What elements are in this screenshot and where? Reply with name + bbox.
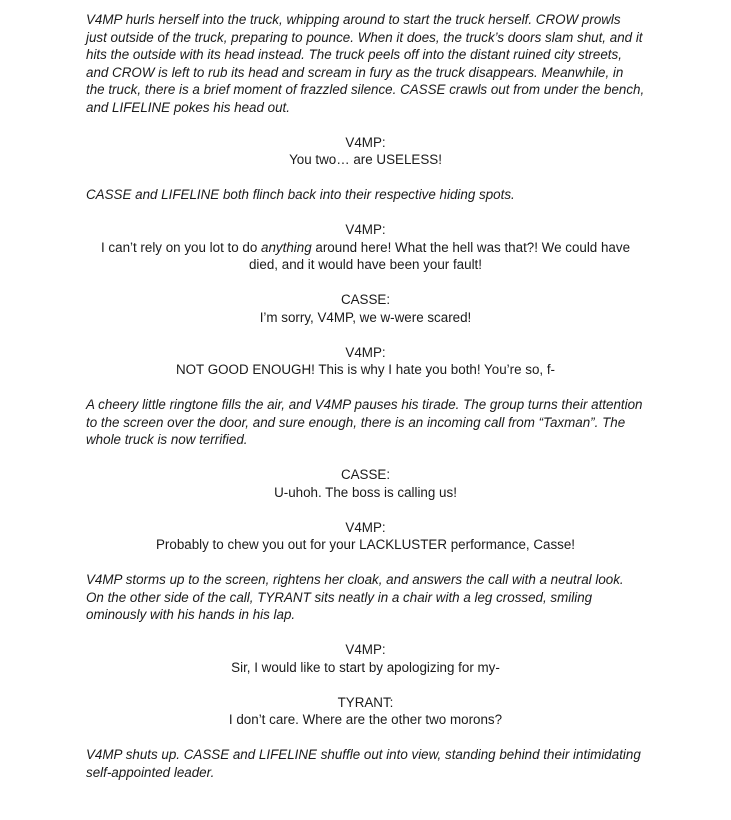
spacer (86, 204, 645, 222)
action-paragraph: V4MP shuts up. CASSE and LIFELINE shuffle out into view, standing behind their intimidating self-appointed leader. (86, 747, 641, 780)
character-name: V4MP: (345, 519, 386, 535)
character-name: V4MP: (345, 222, 386, 237)
spacer (86, 676, 645, 694)
spacer (86, 554, 645, 572)
dialogue-line: U-uhoh. The boss is calling us! (274, 484, 457, 500)
spacer (86, 624, 645, 642)
dialogue-block (86, 221, 645, 274)
spacer (86, 169, 645, 187)
dialogue-block (86, 694, 645, 729)
action-paragraph: V4MP hurls herself into the truck, whipping around to start the truck herself. CROW prowls just outside of the truck, preparing to pounce. When it does, the truck’s doors slam shut, and it hits the outside with its head instead. The truck peels off into the distant ruined city streets, and CROW is left to rub its head and scream in fury as the truck disappears. Meanwhile, in the truck, there is a brief moment of frazzled silence. CASSE crawls out from under the bench, and LIFELINE pokes his head out. (86, 12, 645, 115)
character-name: V4MP: (345, 642, 386, 657)
dialogue-block (86, 291, 645, 326)
dialogue-line: Probably to chew you out for your LACKLUSTER performance, Casse! (155, 537, 576, 552)
character-name: CASSE: (340, 292, 391, 307)
dialogue-line: Sir, I would like to start by apologizing for my- (231, 659, 500, 675)
character-name: TYRANT: (337, 694, 394, 710)
dialogue-block (86, 519, 645, 554)
spacer (86, 501, 645, 519)
spacer (86, 274, 645, 292)
character-name: V4MP: (345, 134, 386, 150)
dialogue-text: I can’t rely on you lot to do (100, 239, 262, 255)
dialogue-line: NOT GOOD ENOUGH! This is why I hate you both! You’re so, f- (175, 362, 556, 377)
spacer (86, 449, 645, 467)
character-name: CASSE: (340, 467, 391, 482)
spacer (86, 116, 645, 134)
dialogue-line (86, 239, 645, 274)
dialogue-line: I don’t care. Where are the other two morons? (228, 712, 503, 727)
spacer (86, 326, 645, 344)
character-name: V4MP: (345, 344, 386, 360)
action-paragraph: A cheery little ringtone fills the air, and V4MP pauses his tirade. The group turns their attention to the screen over the door, and sure enough, there is an incoming call from “Taxman”. The whole truck is now terrified. (86, 397, 643, 447)
dialogue-line: You two… are USELESS! (289, 152, 442, 167)
action-paragraph: CASSE and LIFELINE both flinch back into their respective hiding spots. (86, 187, 515, 202)
dialogue-emphasis: anything (261, 239, 312, 255)
spacer (86, 729, 645, 747)
dialogue-block (86, 134, 645, 169)
dialogue-line: I’m sorry, V4MP, we w-were scared! (259, 309, 472, 325)
dialogue-block (86, 344, 645, 379)
dialogue-block (86, 641, 645, 676)
spacer (86, 379, 645, 397)
action-paragraph: V4MP storms up to the screen, rightens her cloak, and answers the call with a neutral look. On the other side of the call, TYRANT sits neatly in a chair with a leg crossed, smiling ominously with his hands in his lap. (86, 572, 624, 622)
dialogue-block (86, 466, 645, 501)
dialogue-text: around here! What the hell was that?! We could have died, and it would have been your fault! (248, 239, 631, 272)
